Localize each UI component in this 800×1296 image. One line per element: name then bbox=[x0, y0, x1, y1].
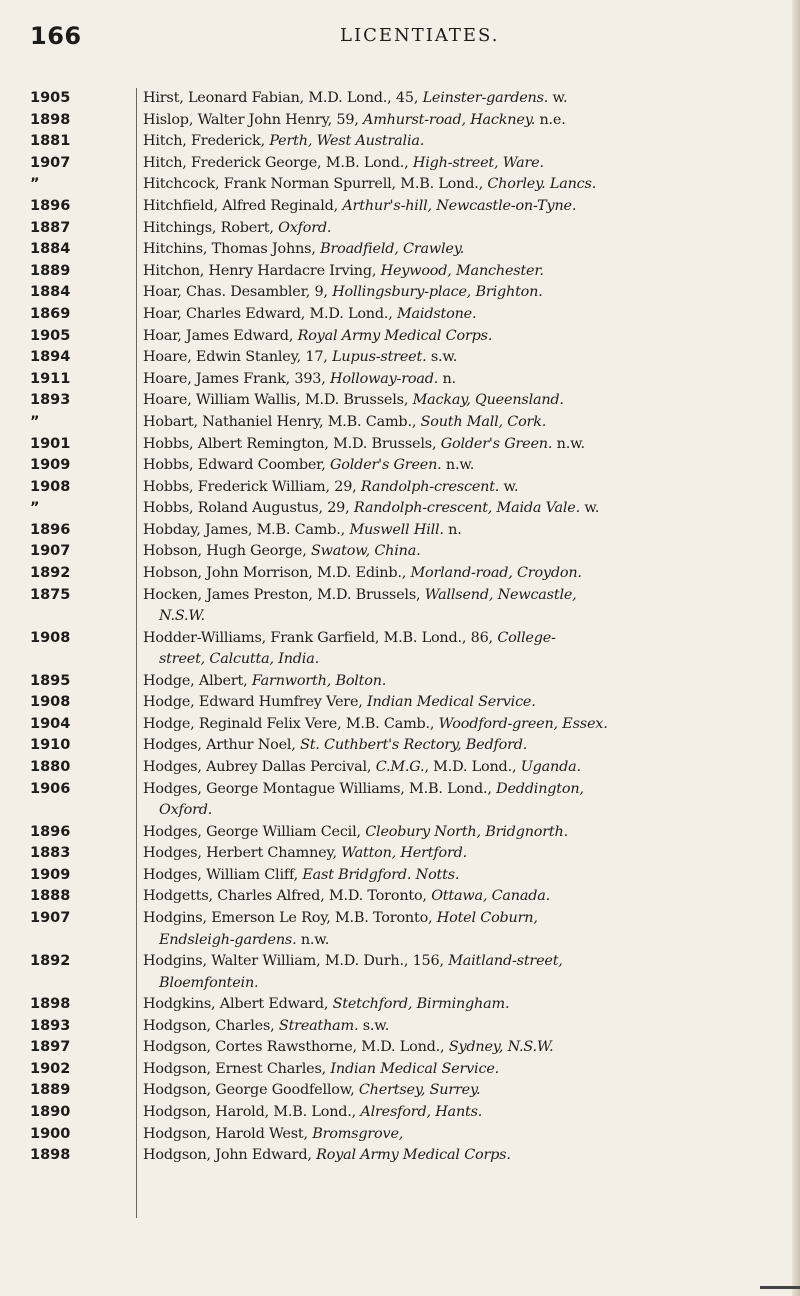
entry-year: 1901 bbox=[30, 435, 71, 452]
list-item bbox=[30, 692, 780, 714]
entry-year: 1881 bbox=[30, 133, 71, 150]
entry-text: Hobson, John Morrison, M.D. Edinb., Morland-road, Croydon. bbox=[143, 565, 582, 582]
entry-text: Hodges, William Cliff, East Bridgford. Notts. bbox=[143, 866, 460, 883]
entry-text: Hobbs, Albert Remington, M.D. Brussels, Golder's Green. n.w. bbox=[143, 435, 585, 452]
page-number: 166 bbox=[30, 22, 82, 50]
entry-text: Hodge, Albert, Farnworth, Bolton. bbox=[143, 672, 387, 689]
entry-text: Hislop, Walter John Henry, 59, Amhurst-road, Hackney. n.e. bbox=[143, 111, 566, 128]
list-item bbox=[30, 541, 780, 563]
entry-text: Hodgson, Harold West, Bromsgrove, bbox=[143, 1125, 404, 1142]
entry-text: Hodgkins, Albert Edward, Stetchford, Birmingham. bbox=[143, 996, 510, 1012]
entry-text: Hodder-Williams, Frank Garfield, M.B. Lond., 86, College- street, Calcutta, India. bbox=[143, 628, 556, 671]
list-item bbox=[30, 1124, 780, 1146]
entry-year: 1908 bbox=[30, 694, 71, 711]
entry-text: Hoar, Chas. Desambler, 9, Hollingsbury-place, Brighton. bbox=[143, 284, 543, 301]
list-item bbox=[30, 714, 780, 736]
entry-year: 1897 bbox=[30, 1039, 71, 1056]
entry-year: 1889 bbox=[30, 1082, 71, 1099]
entry-continuation: N.S.W. bbox=[159, 608, 205, 625]
entry-text: Hodgson, Charles, Streatham. s.w. bbox=[143, 1017, 390, 1034]
list-item bbox=[30, 282, 780, 304]
entry-year: 1889 bbox=[30, 262, 71, 279]
entry-year: 1880 bbox=[30, 759, 71, 776]
entry-text: Hodgetts, Charles Alfred, M.D. Toronto, Ottawa, Canada. bbox=[143, 888, 550, 905]
running-head: LICENTIATES. bbox=[340, 25, 500, 46]
entry-continuation: street, Calcutta, India. bbox=[159, 651, 319, 668]
list-item bbox=[30, 628, 780, 671]
entry-text: Hodgson, John Edward, Royal Army Medical Corps. bbox=[143, 1147, 511, 1164]
licentiates-list bbox=[30, 88, 780, 1167]
entry-year: 1883 bbox=[30, 845, 71, 862]
list-item bbox=[30, 369, 780, 391]
entry-year: 1907 bbox=[30, 154, 71, 171]
entry-text: Hodge, Reginald Felix Vere, M.B. Camb., Woodford-green, Essex. bbox=[143, 715, 608, 732]
entry-text: Hodges, Aubrey Dallas Percival, C.M.G., M.D. Lond., Uganda. bbox=[143, 759, 581, 776]
entry-text: Hoare, Edwin Stanley, 17, Lupus-street. s.w. bbox=[143, 349, 458, 366]
list-item bbox=[30, 218, 780, 240]
entry-text: Hoar, James Edward, Royal Army Medical Corps. bbox=[143, 327, 493, 344]
entry-year: 1909 bbox=[30, 866, 71, 883]
entry-text: Hoare, William Wallis, M.D. Brussels, Mackay, Queensland. bbox=[143, 392, 564, 409]
entry-year: 1884 bbox=[30, 284, 71, 301]
list-item bbox=[30, 412, 780, 434]
entry-text: Hodges, Arthur Noel, St. Cuthbert's Rectory, Bedford. bbox=[143, 737, 528, 754]
entry-year: 1900 bbox=[30, 1125, 71, 1142]
entry-year: 1908 bbox=[30, 478, 71, 495]
entry-year: 1869 bbox=[30, 305, 71, 322]
entry-year: 1896 bbox=[30, 197, 71, 214]
list-item bbox=[30, 131, 780, 153]
list-item bbox=[30, 1145, 780, 1167]
list-item bbox=[30, 174, 780, 196]
entry-year: 1906 bbox=[30, 780, 71, 797]
list-item bbox=[30, 843, 780, 865]
list-item bbox=[30, 390, 780, 412]
footer-rule bbox=[760, 1286, 800, 1289]
entry-continuation: Oxford. bbox=[159, 802, 213, 819]
entry-text: Hobbs, Roland Augustus, 29, Randolph-crescent, Maida Vale. w. bbox=[143, 500, 600, 517]
entry-year: 1904 bbox=[30, 715, 71, 732]
list-item bbox=[30, 951, 780, 994]
entry-year: 1875 bbox=[30, 586, 71, 603]
list-item bbox=[30, 671, 780, 693]
list-item bbox=[30, 1037, 780, 1059]
entry-text: Hodgins, Walter William, M.D. Durh., 156, Maitland-street, Bloemfontein. bbox=[143, 951, 563, 994]
entry-year: 1888 bbox=[30, 888, 71, 905]
entry-year: 1887 bbox=[30, 219, 71, 236]
entry-text: Hodgson, George Goodfellow, Chertsey, Surrey. bbox=[143, 1082, 481, 1099]
list-item bbox=[30, 153, 780, 175]
list-item bbox=[30, 886, 780, 908]
entry-year: 1898 bbox=[30, 1147, 71, 1164]
entry-year: 1884 bbox=[30, 241, 71, 258]
entry-text: Hirst, Leonard Fabian, M.D. Lond., 45, Leinster-gardens. w. bbox=[143, 90, 568, 106]
entry-year: 1898 bbox=[30, 996, 71, 1012]
list-item bbox=[30, 455, 780, 477]
entry-year: 1905 bbox=[30, 327, 71, 344]
entry-text: Hodges, George Montague Williams, M.B. Lond., Deddington, Oxford. bbox=[143, 779, 584, 822]
entry-year: 1895 bbox=[30, 672, 71, 689]
entry-text: Hodges, George William Cecil, Cleobury North, Bridgnorth. bbox=[143, 823, 568, 840]
entry-continuation: Endsleigh-gardens. n.w. bbox=[159, 931, 330, 948]
entry-text: Hobbs, Frederick William, 29, Randolph-crescent. w. bbox=[143, 478, 519, 495]
entry-year: 1894 bbox=[30, 349, 71, 366]
list-item bbox=[30, 347, 780, 369]
list-item bbox=[30, 585, 780, 628]
list-item bbox=[30, 520, 780, 542]
entry-year: ” bbox=[30, 413, 40, 430]
entry-year: 1892 bbox=[30, 565, 71, 582]
entry-year: 1908 bbox=[30, 629, 71, 646]
entry-text: Hodges, Herbert Chamney, Watton, Hertford. bbox=[143, 845, 468, 862]
list-item bbox=[30, 326, 780, 348]
list-item bbox=[30, 1016, 780, 1038]
entry-text: Hitchins, Thomas Johns, Broadfield, Crawley. bbox=[143, 241, 465, 258]
entry-text: Hitchcock, Frank Norman Spurrell, M.B. Lond., Chorley. Lancs. bbox=[143, 176, 597, 193]
list-item bbox=[30, 865, 780, 887]
list-item bbox=[30, 88, 780, 110]
entry-year: 1905 bbox=[30, 90, 71, 106]
entry-year: 1909 bbox=[30, 457, 71, 474]
entry-continuation: Bloemfontein. bbox=[159, 974, 259, 991]
list-item bbox=[30, 261, 780, 283]
entry-year: 1896 bbox=[30, 823, 71, 840]
entry-text: Hocken, James Preston, M.D. Brussels, Wallsend, Newcastle, N.S.W. bbox=[143, 585, 577, 628]
entry-year: 1896 bbox=[30, 521, 71, 538]
entry-text: Hitchfield, Alfred Reginald, Arthur's-hill, Newcastle-on-Tyne. bbox=[143, 197, 577, 214]
entry-text: Hitchon, Henry Hardacre Irving, Heywood, Manchester. bbox=[143, 262, 544, 279]
list-item bbox=[30, 434, 780, 456]
entry-text: Hobson, Hugh George, Swatow, China. bbox=[143, 543, 421, 560]
list-item bbox=[30, 1080, 780, 1102]
entry-year: 1911 bbox=[30, 370, 71, 387]
entry-text: Hodgson, Harold, M.B. Lond., Alresford, Hants. bbox=[143, 1103, 483, 1120]
entry-year: 1890 bbox=[30, 1103, 71, 1120]
list-item bbox=[30, 994, 780, 1016]
list-item bbox=[30, 908, 780, 951]
entry-year: 1893 bbox=[30, 1017, 71, 1034]
entry-year: 1898 bbox=[30, 111, 71, 128]
list-item bbox=[30, 779, 780, 822]
entry-text: Hitchings, Robert, Oxford. bbox=[143, 219, 332, 236]
list-item bbox=[30, 757, 780, 779]
entry-year: 1893 bbox=[30, 392, 71, 409]
entry-text: Hobday, James, M.B. Camb., Muswell Hill. n. bbox=[143, 521, 462, 538]
entry-text: Hobbs, Edward Coomber, Golder's Green. n.w. bbox=[143, 457, 475, 474]
entry-text: Hodgins, Emerson Le Roy, M.B. Toronto, Hotel Coburn, Endsleigh-gardens. n.w. bbox=[143, 908, 538, 951]
entry-year: 1902 bbox=[30, 1060, 71, 1077]
entry-year: ” bbox=[30, 500, 40, 517]
list-item bbox=[30, 1059, 780, 1081]
entry-text: Hitch, Frederick, Perth, West Australia. bbox=[143, 133, 425, 150]
list-item bbox=[30, 1102, 780, 1124]
entry-text: Hitch, Frederick George, M.B. Lond., High-street, Ware. bbox=[143, 154, 544, 171]
entry-year: 1907 bbox=[30, 543, 71, 560]
list-item bbox=[30, 110, 780, 132]
entry-text: Hodgson, Cortes Rawsthorne, M.D. Lond., Sydney, N.S.W. bbox=[143, 1039, 554, 1056]
list-item bbox=[30, 498, 780, 520]
list-item bbox=[30, 563, 780, 585]
list-item bbox=[30, 239, 780, 261]
entry-text: Hodgson, Ernest Charles, Indian Medical Service. bbox=[143, 1060, 500, 1077]
list-item bbox=[30, 477, 780, 499]
list-item bbox=[30, 196, 780, 218]
entry-year: ” bbox=[30, 176, 40, 193]
entry-text: Hobart, Nathaniel Henry, M.B. Camb., South Mall, Cork. bbox=[143, 413, 547, 430]
entry-year: 1892 bbox=[30, 953, 71, 969]
entry-text: Hodge, Edward Humfrey Vere, Indian Medical Service. bbox=[143, 694, 536, 711]
entry-text: Hoar, Charles Edward, M.D. Lond., Maidstone. bbox=[143, 305, 477, 322]
entry-year: 1907 bbox=[30, 910, 71, 926]
list-item bbox=[30, 735, 780, 757]
list-item bbox=[30, 822, 780, 844]
entry-text: Hoare, James Frank, 393, Holloway-road. n. bbox=[143, 370, 456, 387]
page-edge bbox=[792, 0, 800, 1296]
entry-year: 1910 bbox=[30, 737, 71, 754]
list-item bbox=[30, 304, 780, 326]
